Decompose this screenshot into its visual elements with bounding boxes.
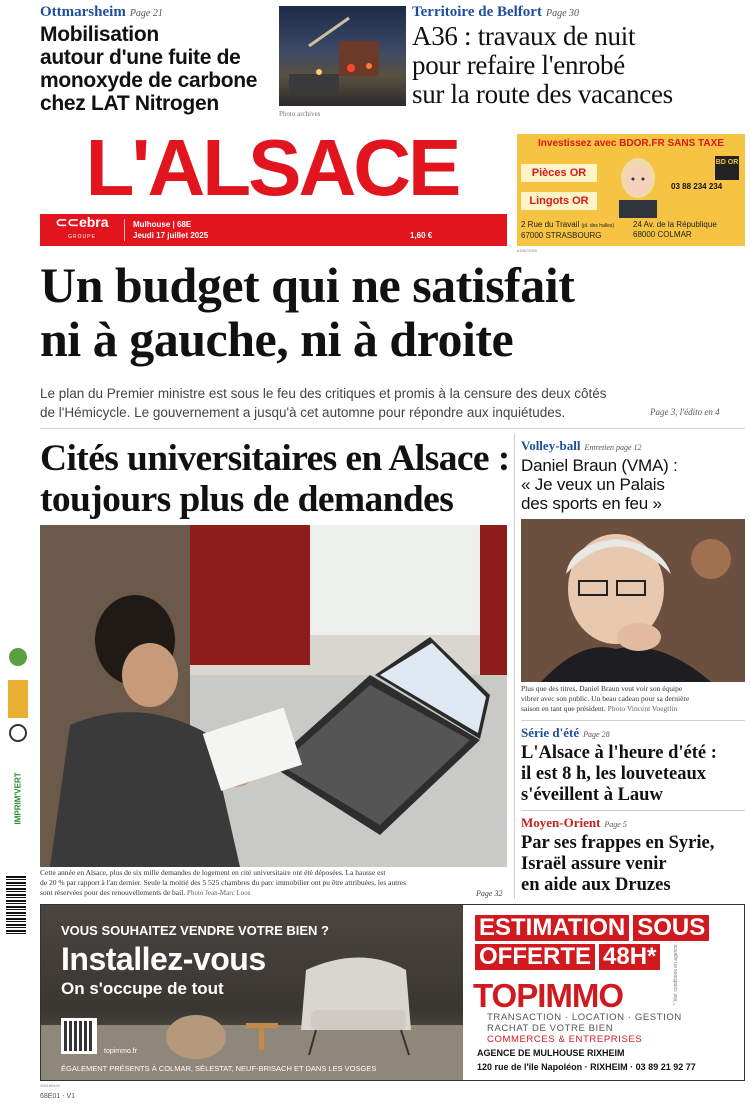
estimation-word: ESTIMATION — [475, 915, 629, 941]
services-line: COMMERCES & ENTREPRISES — [487, 1034, 643, 1045]
ad-topimmo-note: * Voir conditions en agence — [673, 944, 679, 1005]
headline-line: L'Alsace à l'heure d'été : — [521, 743, 717, 763]
teaser-ottmarsheim[interactable] — [40, 4, 270, 115]
divider-horizontal — [521, 810, 745, 811]
imprim-vert-label: IMPRIM'VERT — [13, 772, 23, 825]
group-logo-mark: ⊂⊂ebra — [55, 214, 109, 230]
ad-topimmo-address: 120 rue de l'île Napoléon · RIXHEIM · 03 89 21 92 77 — [477, 1062, 696, 1072]
main-story-caption — [40, 868, 507, 898]
issue-date: Jeudi 17 juillet 2025 — [133, 231, 209, 240]
top-photo-caption: Photo archives — [279, 110, 321, 118]
roadworks-illustration — [279, 6, 406, 106]
ad-topimmo[interactable] — [40, 904, 745, 1081]
teaser-belfort[interactable] — [412, 4, 747, 109]
ad-topimmo-big: Installez-vous — [61, 941, 266, 977]
estimation-word: OFFERTE — [475, 944, 595, 970]
ad-topimmo-brand-panel — [463, 905, 744, 1080]
address-line: 67000 STRASBOURG — [521, 231, 602, 240]
clean-icon — [9, 724, 27, 742]
estimation-word: SOUS — [633, 915, 709, 941]
caption-line: de 20 % par rapport à l'an dernier. Seule la moitié des 5 525 chambres du parc immobilier ont pu être attribuées, les autres — [40, 878, 407, 887]
ad-topimmo-visual — [41, 905, 463, 1080]
ad-topimmo-ref: 456160400 — [40, 1083, 61, 1088]
barcode-icon — [6, 876, 26, 936]
portrait-illustration — [605, 152, 671, 218]
kicker-label: Territoire de Belfort — [412, 4, 542, 20]
page-ref: Page 28 — [583, 730, 610, 739]
headline-line: Daniel Braun (VMA) : — [521, 456, 678, 475]
ad-topimmo-brand: TOPIMMO — [473, 977, 624, 1014]
page-ref: Page 21 — [129, 8, 163, 19]
edition-info — [133, 219, 208, 241]
main-story-photo — [40, 525, 507, 867]
ad-topimmo-site: topimmo.fr — [104, 1048, 138, 1055]
kicker-label: Série d'été — [521, 725, 580, 740]
sidebar-serie[interactable] — [521, 725, 746, 806]
label-icon — [8, 680, 28, 718]
standfirst-line: de l'Hémicycle. Le gouvernement a jusqu'à cet automne pour répondre aux inquiétudes. — [40, 405, 566, 420]
headline-line: toujours plus de demandes — [40, 479, 454, 520]
ad-bdor-item1: Pièces OR — [521, 164, 597, 182]
teaser-headline — [412, 22, 747, 109]
lead-page-ref: Page 3, l'édito en 4 — [650, 407, 720, 417]
portrait-illustration — [521, 519, 745, 682]
headline-line: Mobilisation — [40, 23, 159, 46]
ad-topimmo-question: VOUS SOUHAITEZ VENDRE VOTRE BIEN ? — [61, 923, 329, 938]
ad-bdor-item2-label: Lingots OR — [521, 192, 597, 210]
ad-bdor-address2 — [633, 220, 743, 240]
page-ref: Page 30 — [545, 8, 580, 19]
divider-vertical — [514, 434, 515, 899]
sidebar-serie-headline — [521, 743, 746, 806]
divider-horizontal — [40, 428, 745, 429]
ad-bdor-badge: BD OR — [715, 156, 739, 180]
headline-line: s'éveillent à Lauw — [521, 785, 663, 805]
sidebar-volley[interactable] — [521, 438, 746, 513]
standfirst-line: Le plan du Premier ministre est sous le feu des critiques et promis à la censure des deux côtés — [40, 386, 607, 401]
estimation-row — [475, 914, 706, 941]
caption-line: saison en tant que président. — [521, 704, 606, 713]
sidebar-kicker — [521, 438, 746, 454]
headline-line: il est 8 h, les louveteaux — [521, 764, 706, 784]
group-logo — [40, 214, 124, 243]
address-line: 68000 COLMAR — [633, 230, 692, 239]
headline-line: « Je veux un Palais — [521, 475, 665, 494]
teaser-photo-roadworks — [279, 6, 406, 106]
lead-standfirst — [40, 384, 745, 422]
headline-line: autour d'une fuite de — [40, 46, 241, 69]
page-ref: Entretien page 12 — [584, 443, 642, 452]
address-line: 2 Rue du Travail — [521, 220, 580, 229]
group-logo-sub: GROUPE — [68, 234, 96, 240]
main-story-headline[interactable] — [40, 438, 515, 520]
issue-price: 1,60 € — [410, 231, 433, 240]
address-note: (pl. des halles) — [581, 223, 615, 229]
headline-line: pour refaire l'enrobé — [412, 50, 625, 80]
ad-bdor[interactable] — [517, 134, 745, 246]
sidebar-moyen-headline — [521, 833, 746, 896]
photo-credit: Photo Jean-Marc Loos — [187, 889, 251, 897]
caption-line: vibrer avec son public. Un beau cadeau pour sa dernière — [521, 694, 690, 703]
services-line: RACHAT DE VOTRE BIEN — [487, 1023, 614, 1034]
ad-bdor-title: Investissez avec BDOR.FR SANS TAXE — [538, 138, 724, 149]
teaser-kicker — [412, 4, 747, 21]
sidebar-volley-headline — [521, 456, 746, 513]
edition-code: 68E01 - V1 — [40, 1093, 76, 1100]
date-divider — [124, 219, 125, 241]
kicker-label: Moyen-Orient — [521, 815, 601, 830]
ad-topimmo-services — [487, 1012, 682, 1045]
ad-topimmo-agency: AGENCE DE MULHOUSE RIXHEIM — [477, 1048, 625, 1058]
ad-bdor-phone: 03 88 234 234 — [671, 182, 723, 191]
caption-line: sont réservées pour des renouvellements de bail. — [40, 888, 186, 897]
sidebar-kicker — [521, 815, 746, 831]
headline-line: Par ses frappes en Syrie, — [521, 833, 715, 853]
teaser-kicker — [40, 4, 270, 21]
recycle-icon — [9, 648, 27, 666]
ad-topimmo-estimation — [475, 914, 706, 970]
ad-topimmo-sub: On s'occupe de tout — [61, 979, 224, 998]
headline-line: A36 : travaux de nuit — [412, 21, 636, 51]
group-logo-text: ebra — [78, 214, 109, 230]
qr-code-icon — [61, 1018, 97, 1054]
sidebar-kicker — [521, 725, 746, 741]
teaser-headline — [40, 23, 270, 115]
estimation-row — [475, 944, 695, 970]
headline-line: des sports en feu » — [521, 494, 662, 513]
headline-line: sur la route des vacances — [412, 79, 673, 109]
sidebar-moyen-orient[interactable] — [521, 815, 746, 896]
page-ref: Page 5 — [604, 820, 627, 829]
main-story-page: Page 32 — [476, 889, 503, 898]
caption-line: Plus que des titres, Daniel Braun veut voir son équipe — [521, 684, 683, 693]
lead-headline[interactable] — [40, 258, 745, 366]
ad-bdor-ref: 639673900 — [517, 248, 538, 253]
headline-line: Un budget qui ne satisfait — [40, 257, 575, 313]
ad-bdor-portrait — [605, 152, 671, 218]
photo-credit: Photo Vincent Voegtlin — [607, 704, 678, 713]
divider-horizontal — [521, 720, 745, 721]
headline-line: en aide aux Druzes — [521, 875, 671, 895]
headline-line: Israël assure venir — [521, 854, 667, 874]
headline-line: ni à gauche, ni à droite — [40, 311, 514, 367]
sidebar-volley-photo — [521, 519, 745, 682]
masthead-date-bar — [40, 214, 507, 246]
caption-line: Cette année en Alsace, plus de six mille demandes de logement en cité universitaire ont été déposées. La hausse est — [40, 868, 386, 877]
masthead-logo[interactable]: L'ALSACE — [85, 123, 459, 212]
headline-line: chez LAT Nitrogen — [40, 92, 219, 115]
kicker-label: Volley-ball — [521, 438, 581, 453]
ad-topimmo-also: ÉGALEMENT PRÉSENTS À COLMAR, SÉLESTAT, NEUF-BRISACH ET DANS LES VOSGES — [61, 1064, 377, 1073]
ad-bdor-address1 — [521, 220, 631, 241]
student-illustration — [40, 525, 507, 867]
kicker-label: Ottmarsheim — [40, 4, 126, 20]
edition-label: Mulhouse | 68E — [133, 220, 192, 229]
address-line: 24 Av. de la République — [633, 220, 717, 229]
sidebar-volley-caption — [521, 684, 746, 714]
estimation-word: 48H* — [599, 944, 660, 970]
services-line: TRANSACTION · LOCATION · GESTION — [487, 1012, 682, 1023]
headline-line: monoxyde de carbone — [40, 69, 258, 92]
headline-line: Cités universitaires en Alsace : — [40, 438, 510, 479]
